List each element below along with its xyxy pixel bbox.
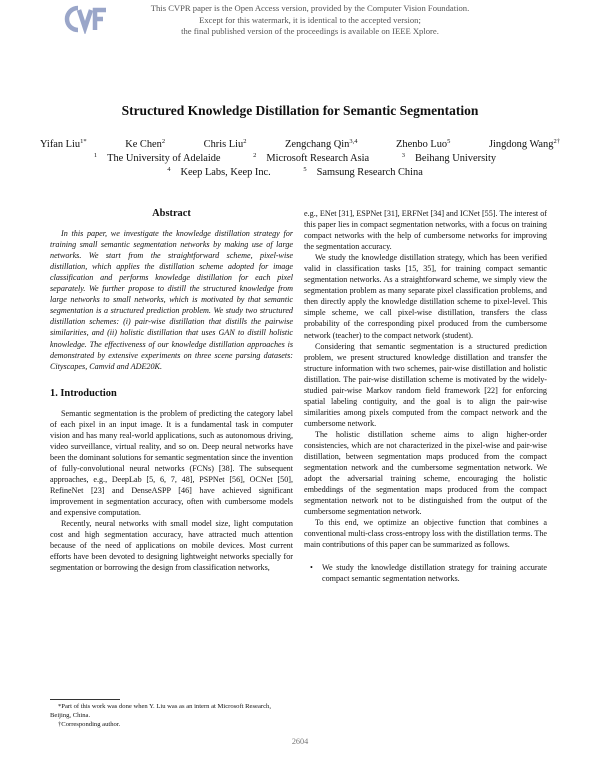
affiliation: $^3$ Beihang University xyxy=(401,152,497,164)
paper-title: Structured Knowledge Distillation for Semantic Segmentation xyxy=(121,103,479,118)
author: Chris Liu$^2$ xyxy=(203,138,247,150)
right-column xyxy=(304,208,547,584)
abstract-text: In this paper, we investigate the knowledge distillation strategy for training small semantic segmentation networks by making use of large networks. We start from the straightforward scheme, pixel-wise distillation, which applies the distillation scheme adopted for image classification and performs knowledge distillation for each pixel separately. We further propose to distill the structured knowledge from large networks to small networks, which is motivated by that semantic segmentation is a structured prediction problem. We study two structured distillation schemes: (i) pair-wise distillation that distills the pairwise similarities, and (ii) holistic distillation that uses GAN to distill holistic knowledge. The effectiveness of our knowledge distillation approaches is demonstrated by extensive experiments on three scene parsing datasets: Cityscapes, Camvid and ADE20K. xyxy=(50,229,293,371)
author-list xyxy=(40,139,560,150)
affiliation: $^5$ Samsung Research China xyxy=(303,166,423,178)
affiliation: $^1$ The University of Adelaide xyxy=(93,152,221,164)
author: Zengchang Qin$^{3,4}$ xyxy=(285,138,358,150)
intro-paragraph: Semantic segmentation is the problem of predicting the category label of each pixel in an input image. It is a fundamental task in computer vision and has many real-world applications, such as autonomous driving, video surveillance, virtual reality, and so on. Deep neural networks have been the dominant solutions for semantic segmentation since the invention of fully-convolutional neural networks (FCNs) [38]. The subsequent approaches, e.g., DeepLab [5, 6, 7, 48], PSPNet [56], OCNet [50], RefineNet [23] and DenseASPP [46] have achieved significant improvement in segmentation accuracy, often with cumbersome models and expensive computation. xyxy=(50,408,293,518)
contribution-bullet xyxy=(304,562,547,584)
bullet-icon: • xyxy=(310,563,313,573)
body-paragraph: We study the knowledge distillation strategy, which has been verified valid in classification tasks [15, 35], for training compact semantic segmentation networks. As a straightforward scheme, we simply view the segmentation problem as many separate pixel classification problems, and then directly apply the knowledge distillation scheme to pixel-level. This simple scheme, we call pixel-wise distillation, transfers the class probability of the corresponding pixel produced from the cumbersome network (teacher) to the compact network (student). xyxy=(304,253,547,340)
abstract-heading: Abstract xyxy=(152,208,191,219)
page-number: 2604 xyxy=(291,737,309,746)
intro-paragraph: Recently, neural networks with small model size, light computation cost and high segmentation accuracy, have attracted much attention because of the need of applications on mobile devices. Most current efforts have been devoted to designing lightweight networks specially for segmentation or borrowing the design from classification networks, xyxy=(50,519,293,573)
footnote: *Part of this work was done when Y. Liu was as an intern at Microsoft Research, Beijing, China. xyxy=(50,703,271,719)
watermark-notice xyxy=(120,3,500,38)
affiliation: $^4$ Keep Labs, Keep Inc. xyxy=(167,166,271,178)
section-heading-introduction: 1. Introduction xyxy=(50,387,117,399)
watermark-line: the final published version of the proceedings is available on IEEE Xplore. xyxy=(181,26,439,36)
author: Yifan Liu$^{1*}$ xyxy=(40,138,87,150)
watermark-line: This CVPR paper is the Open Access version, provided by the Computer Vision Foundation. xyxy=(150,3,470,13)
body-paragraph: The holistic distillation scheme aims to align higher-order consistencies, which are not characterized in the pixel-wise and pair-wise distillation, between segmentation maps produced from the compact segmentation network and the cumbersome segmentation network. We adopt the adversarial training scheme, encouraging the holistic embeddings of the segmentation maps produced from the compact segmentation network not to be distinguished from the output of the cumbersome segmentation network. xyxy=(304,429,547,517)
author: Ke Chen$^2$ xyxy=(125,138,166,150)
affiliations-line-1 xyxy=(0,153,600,164)
footnotes xyxy=(50,699,293,731)
affiliation: $^2$ Microsoft Research Asia xyxy=(253,152,370,164)
affiliations-line-2 xyxy=(0,167,600,178)
cvf-logo xyxy=(64,4,108,34)
body-paragraph: To this end, we optimize an objective function that combines a conventional multi-class cross-entropy loss with the distillation terms. The main contributions of this paper can be summarized as follows. xyxy=(304,518,547,550)
body-paragraph: Considering that semantic segmentation is a structured prediction problem, we present structured knowledge distillation and transfer the structure information with two schemes, pair-wise distillation and holistic distillation. The pair-wise distillation scheme is motivated by the widely-studied pair-wise Markov random field framework [22] for enforcing spatial labeling contiguity, and the goal is to align the pair-wise similarities among pixels computed from the compact network and the cumbersome network. xyxy=(304,341,547,428)
left-column xyxy=(50,208,293,573)
author: Zhenbo Luo$^5$ xyxy=(396,138,451,150)
author: Jingdong Wang$^{2\dagger}$ xyxy=(488,138,560,150)
footnote-rule xyxy=(50,699,120,700)
body-paragraph: e.g., ENet [31], ESPNet [31], ERFNet [34] and ICNet [55]. The interest of this paper lies in compact segmentation networks, with a focus on training compact networks with the help of cumbersome networks for improving the segmentation accuracy. xyxy=(304,209,547,252)
footnote: †Corresponding author. xyxy=(58,721,121,729)
watermark-line: Except for this watermark, it is identical to the accepted version; xyxy=(199,14,421,25)
bullet-text: We study the knowledge distillation strategy for training accurate compact semantic segmentation networks. xyxy=(322,563,547,584)
